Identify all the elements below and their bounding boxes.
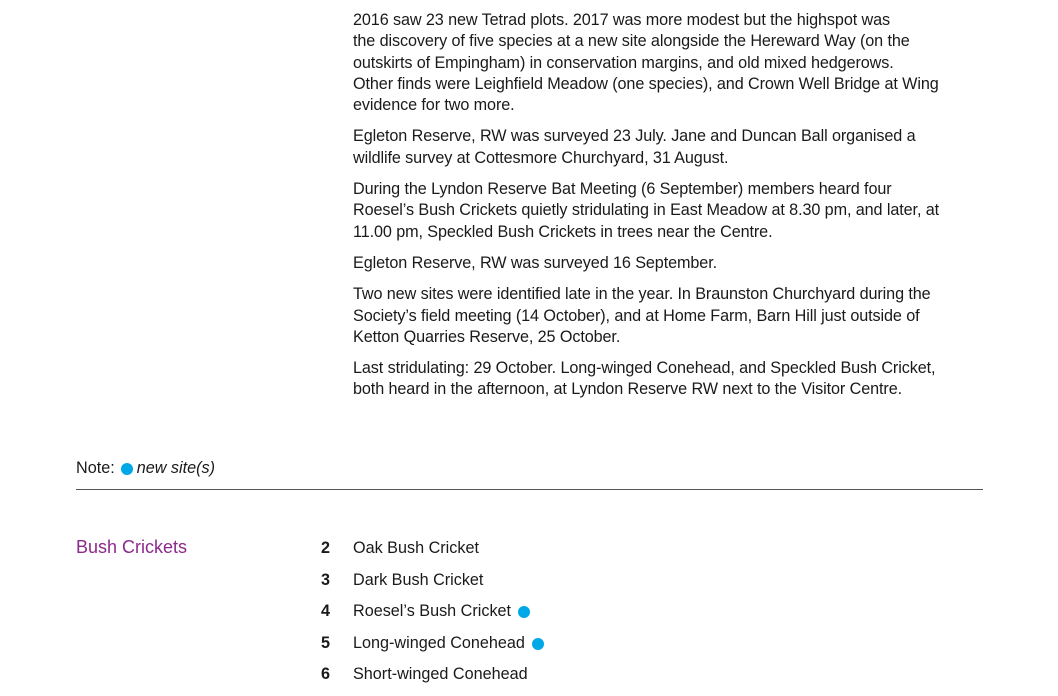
paragraph: Egleton Reserve, RW was surveyed 23 July. Jane and Duncan Ball organised a wildlife survey at Cottesmore Churchyard, 31 August. — [353, 127, 916, 167]
species-number: 6 — [320, 665, 330, 684]
species-number: 2 — [320, 539, 330, 557]
species-row — [300, 601, 800, 633]
species-row — [300, 633, 800, 665]
paragraph: Egleton Reserve, RW was surveyed 16 September. — [353, 253, 717, 272]
paragraph: 2016 saw 23 new Tetrad plots. 2017 was more modest but the highspot was the discovery of five species at a new site alongside the Hereward Way (on the outskirts of Empingham) in conservation margins, and old mixed hedgerows. Other finds were Leighfield Meadow (one species), and Crown Well Bridge at Wing evidence for two more. — [353, 11, 939, 115]
paragraph: Last stridulating: 29 October. Long-winged Conehead, and Speckled Bush Cricket, both heard in the afternoon, at Lyndon Reserve RW next to the Visitor Centre. — [353, 359, 936, 399]
species-name: Roesel’s Bush Cricket — [353, 602, 512, 621]
species-row — [300, 538, 800, 570]
note-text: new site(s) — [136, 459, 215, 477]
new-site-dot-icon — [121, 463, 133, 475]
species-name: Dark Bush Cricket — [353, 570, 484, 589]
species-row — [300, 664, 800, 696]
body-text — [353, 10, 993, 411]
paragraph: During the Lyndon Reserve Bat Meeting (6 September) members heard four Roesel’s Bush Crickets quietly stridulating in East Meadow at 8.30 pm, and later, at 11.00 pm, Speckled Bush Crickets in trees near the Centre. — [353, 180, 940, 241]
legend-note — [76, 458, 215, 479]
section-heading: Bush Crickets — [76, 537, 188, 557]
species-number: 5 — [320, 633, 330, 652]
species-number: 3 — [320, 570, 330, 589]
divider — [76, 489, 983, 490]
paragraph: Two new sites were identified late in the year. In Braunston Churchyard during the Society’s field meeting (14 October), and at Home Farm, Barn Hill just outside of Ketton Quarries Reserve, 25 October. — [353, 285, 931, 346]
species-number: 4 — [320, 602, 330, 621]
note-label: Note: — [76, 459, 115, 477]
new-site-dot-icon — [532, 638, 544, 650]
species-list — [300, 538, 800, 696]
species-name: Oak Bush Cricket — [353, 539, 479, 557]
species-name: Long-winged Conehead — [353, 633, 525, 652]
species-row — [300, 570, 800, 602]
new-site-dot-icon — [518, 606, 530, 618]
species-name: Short-winged Conehead — [353, 665, 528, 684]
